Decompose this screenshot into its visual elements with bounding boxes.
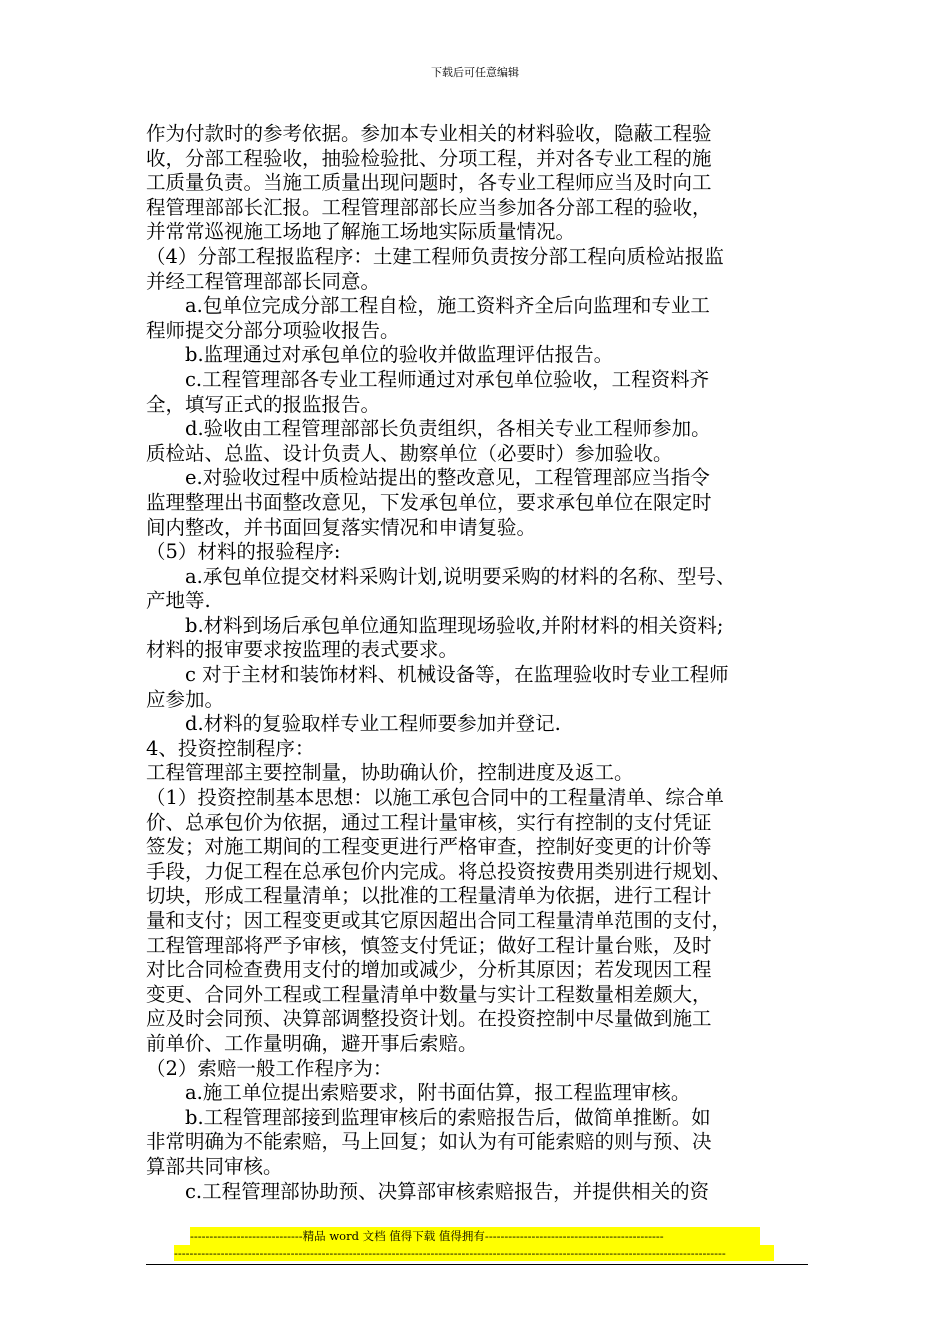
page-header: 下载后可任意编辑 (431, 66, 519, 79)
text-line: 工质量负责。当施工质量出现问题时，各专业工程师应当及时向工 (146, 171, 712, 195)
text-line: a.施工单位提出索赔要求，附书面估算，报工程监理审核。 (185, 1081, 691, 1105)
text-line: b.工程管理部接到监理审核后的索赔报告后，做简单推断。如 (185, 1105, 711, 1129)
text-line: d.验收由工程管理部部长负责组织，各相关专业工程师参加。 (185, 417, 711, 441)
text-line: c.工程管理部协助预、决算部审核索赔报告，并提供相关的资 (185, 1179, 710, 1203)
text-line: （4）分部工程报监程序：土建工程师负责按分部工程向质检站报监 (146, 244, 724, 268)
text-line: 间内整改，并书面回复落实情况和申请复验。 (146, 515, 537, 539)
text-line: 非常明确为不能索赔，马上回复；如认为有可能索赔的则与预、决 (146, 1130, 712, 1154)
text-line: 工程管理部主要控制量，协助确认价，控制进度及返工。 (146, 761, 634, 785)
text-line: 前单价、工作量明确，避开事后索赔。 (146, 1031, 478, 1055)
text-line: a.承包单位提交材料采购计划,说明要采购的材料的名称、型号、 (185, 564, 736, 588)
text-line: 程师提交分部分项验收报告。 (146, 318, 400, 342)
text-line: 全，填写正式的报监报告。 (146, 392, 381, 416)
text-line: 作为付款时的参考依据。参加本专业相关的材料验收，隐蔽工程验 (146, 122, 712, 145)
text-line: （2）索赔一般工作程序为： (146, 1056, 393, 1080)
text-line: 算部共同审核。 (146, 1154, 283, 1178)
text-line: b.监理通过对承包单位的验收并做监理评估报告。 (185, 343, 614, 367)
text-line: 工程管理部将严予审核，慎签支付凭证；做好工程计量台账，及时 (146, 933, 712, 957)
text-line: 切块，形成工程量清单；以批准的工程量清单为依据，进行工程计 (146, 884, 712, 908)
text-line: 收，分部工程验收，抽验检验批、分项工程，并对各专业工程的施 (146, 146, 712, 170)
text-line: a.包单位完成分部工程自检，施工资料齐全后向监理和专业工 (185, 294, 710, 318)
text-line: 价、总承包价为依据，通过工程计量审核，实行有控制的支付凭证 (146, 810, 712, 834)
text-line: 监理整理出书面整改意见，下发承包单位，要求承包单位在限定时 (146, 490, 712, 514)
text-line: c.工程管理部各专业工程师通过对承包单位验收，工程资料齐 (185, 367, 710, 391)
text-line: e.对验收过程中质检站提出的整改意见，工程管理部应当指令 (185, 466, 710, 490)
text-line: 量和支付；因工程变更或其它原因超出合同工程量清单范围的支付， (146, 909, 732, 932)
text-line: （5）材料的报验程序: (146, 540, 341, 564)
text-line: 应参加。 (146, 687, 225, 711)
text-line: c 对于主材和装饰材料、机械设备等，在监理验收时专业工程师 (185, 663, 729, 687)
text-line: 4、投资控制程序： (146, 736, 315, 760)
document-body (146, 122, 808, 1204)
text-line: （1）投资控制基本思想：以施工承包合同中的工程量清单、综合单 (146, 786, 724, 810)
text-line: 程管理部部长汇报。工程管理部部长应当参加各分部工程的验收， (146, 195, 712, 219)
text-line: 变更、合同外工程或工程量清单中数量与实计工程数量相差颇大， (146, 982, 712, 1006)
text-line: d.材料的复验取样专业工程师要参加并登记. (185, 712, 561, 736)
text-line: 材料的报审要求按监理的表式要求。 (146, 638, 459, 662)
footer-dashes: ---------------------------------------------------------------------------------------------------------------------------------------------- (174, 1245, 774, 1261)
text-line: 对比合同检查费用支付的增加或减少，分析其原因；若发现因工程 (146, 958, 712, 982)
footer-banner: -----------------------------精品 word 文档 值得下载 值得拥有---------------------------------------------- (190, 1227, 760, 1245)
text-line: 应及时会同预、决算部调整投资计划。在投资控制中尽量做到施工 (146, 1007, 712, 1031)
text-line: b.材料到场后承包单位通知监理现场验收,并附材料的相关资料; (185, 613, 724, 637)
text-line: 产地等. (146, 589, 211, 613)
text-line: 质检站、总监、设计负责人、勘察单位（必要时）参加验收。 (146, 441, 673, 465)
text-line: 并常常巡视施工场地了解施工场地实际质量情况。 (146, 220, 576, 244)
text-line: 签发；对施工期间的工程变更进行严格审查，控制好变更的计价等 (146, 835, 712, 859)
footer-divider (146, 1264, 808, 1265)
text-line: 手段，力促工程在总承包价内完成。将总投资按费用类别进行规划、 (146, 859, 732, 883)
text-line: 并经工程管理部部长同意。 (146, 269, 381, 293)
